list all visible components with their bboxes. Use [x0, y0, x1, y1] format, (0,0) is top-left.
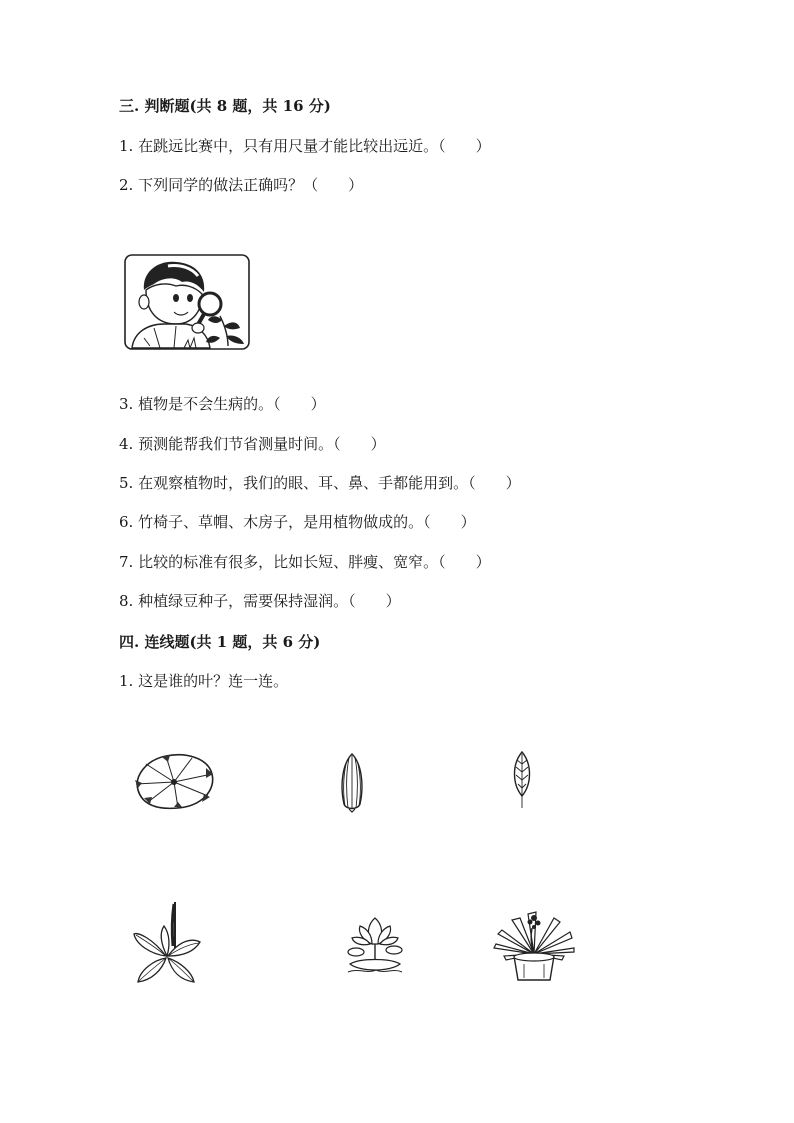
question-3-7: 7. 比较的标准有很多，比如长短、胖瘦、宽窄。（ ）: [119, 553, 491, 571]
section-heading-matching: 四. 连线题(共 1 题，共 6 分): [119, 633, 321, 651]
small-leaf-illustration: [508, 750, 536, 810]
question-3-8: 8. 种植绿豆种子，需要保持湿润。（ ）: [119, 592, 401, 610]
question-4-1: 1. 这是谁的叶？连一连。: [119, 672, 289, 690]
question-3-4: 4. 预测能帮我们节省测量时间。（ ）: [119, 435, 386, 453]
lotus-leaf-illustration: [132, 750, 216, 814]
question-3-6: 6. 竹椅子、草帽、木房子，是用植物做成的。（ ）: [119, 513, 476, 531]
corn-leaf-illustration: [338, 752, 366, 814]
question-3-2: 2. 下列同学的做法正确吗？（ ）: [119, 176, 364, 194]
potted-succulent-illustration: [492, 904, 576, 984]
question-3-3: 3. 植物是不会生病的。（ ）: [119, 395, 326, 413]
lotus-plant-illustration: [344, 914, 406, 978]
question-3-5: 5. 在观察植物时，我们的眼、耳、鼻、手都能用到。（ ）: [119, 474, 521, 492]
plantain-plant-illustration: [130, 898, 202, 986]
boy-magnifier-illustration: [124, 254, 252, 352]
question-3-1: 1. 在跳远比赛中，只有用尺量才能比较出远近。（ ）: [119, 137, 491, 155]
section-heading-judgment: 三. 判断题(共 8 题，共 16 分): [119, 97, 331, 115]
